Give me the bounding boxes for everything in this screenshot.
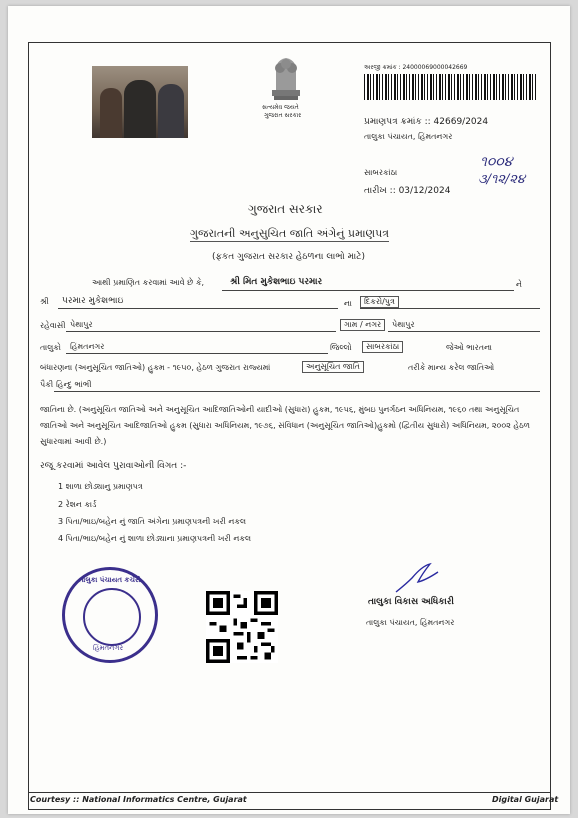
handwritten-date: ૩/૧૨/૨૪ [478,172,526,187]
signatory-office: તાલુકા પંચાયત, હિંમતનગર [366,618,455,627]
emblem-subcaption: ગુજરાત સરકાર [264,112,302,119]
father-name: પરમાર મુકેશભાઇ [62,296,124,306]
document-item: 4 પિતા/ભાઇ/બહેન નું શાળા છોડ્યાના પ્રમાણપત્રની ખરી નકલ [58,534,252,543]
na-label: ના [344,299,352,308]
district-name: સાબરકાંઠા [364,168,398,177]
certificate-number: પ્રમાણપત્ર ક્રમાંક :: 42669/2024 [364,117,489,127]
signature-mark [392,560,442,596]
issuing-office: તાલુકા પંચાયત, હિંમતનગર [364,132,453,141]
signatory-title: તાલુકા વિકાસ અધિકારી [368,597,455,607]
certify-suffix: ને [516,280,522,289]
order-suffix: તરીકે માન્ય કરેલ જાતિઓ [408,363,495,372]
document-item: 1 શાળા છોડ્યાનુ પ્રમાણપત્ર [58,482,143,491]
barcode [364,74,536,100]
government-title: ગુજરાત સરકાર [248,202,323,216]
handwritten-number: ૧૦૦૪ [480,154,513,170]
footer-courtesy: Courtesy :: National Informatics Centre, Gujarat [30,795,247,804]
footer-divider [28,792,551,793]
village-value: પેથાપુર [70,320,93,329]
village-label: ગામ / નગર [340,319,385,331]
district-label: જિલ્લો [330,343,352,352]
legal-paragraph: જાતિના છે. (અનુસૂચિત જાતિઓ અને અનુસૂચિત આદિજાતિઓની યાદીઓ (સુધારા) હુકમ, ૧૯૫૬, મુંબઇ પુનર્ગઠન અધિનિયમ, ૧૯૬૦ તથા અનુસૂચિત જાતિઓ અને અનુસૂચિત આદિજાતિઓ હુકમ (સુધારા અધિનિયમ, ૧૯૭૬, સંવિધાન (અનુસૂચિત જાતિઓ)હુકમો (દ્વિતીય સુધારો) અધિનિયમ, ૨૦૦૨ હેઠળ સુધારવામાં આવી છે.) [40,405,531,446]
state-suffix: જેઓ ભારતના [446,343,493,352]
certificate-subtitle: (ફકત ગુજરાત સરકાર હેઠળના લાભો માટે) [212,252,365,262]
resident-label: રહેવાસી [40,321,66,330]
taluka-value: હિંમતનગર [70,342,105,351]
caste-prefix: પૈકી [40,380,54,389]
issue-date: તારીખ :: 03/12/2024 [364,186,451,196]
relation-value: દિકરો/પુત્ર [360,296,399,308]
office-stamp: તાલુકા પંચાયત કચેરી હિંમતનગર [62,567,158,663]
qr-code [206,591,278,663]
shri-label: શ્રી [40,297,49,306]
taluka-label: તાલુકો [40,343,61,352]
document-item: 2 રેશન કાર્ડ [58,500,97,509]
village-value-2: પેથાપુર [392,320,415,329]
caste-type: અનુસૂચિત જાતિ [302,361,364,373]
applicant-name: શ્રી મિત મુકેશભાઇ પરમાર [230,277,323,287]
emblem-caption: સત્યમેવ જયતે [262,104,299,111]
order-text: બંધારણના (અનુસૂચિત જાતિઓ) હુકમ - ૧૯૫૦, હેઠળ ગુજરાત રાજ્યમાં [40,363,271,372]
document-item: 3 પિતા/ભાઇ/બહેન નું જાતિ અંગેના પ્રમાણપત્રની ખરી નકલ [58,517,247,526]
certify-prefix: આથી પ્રમાણિત કરવામાં આવે છે કે, [92,278,205,287]
certificate-title: ગુજરાતની અનુસુચિત જાતિ અંગેનું પ્રમાણપત્ર [190,227,390,240]
applicant-photo [92,66,188,138]
application-number: અરજી ક્રમાંક : 24000069000042669 [364,64,468,71]
caste-value: હિન્દુ ભાંભી [56,380,92,389]
footer-brand: Digital Gujarat [492,795,559,804]
documents-heading: રજૂ કરવામાં આવેલ પુરાવાઓની વિગત :- [40,461,187,471]
district-value: સાબરકાંઠા [362,341,403,353]
